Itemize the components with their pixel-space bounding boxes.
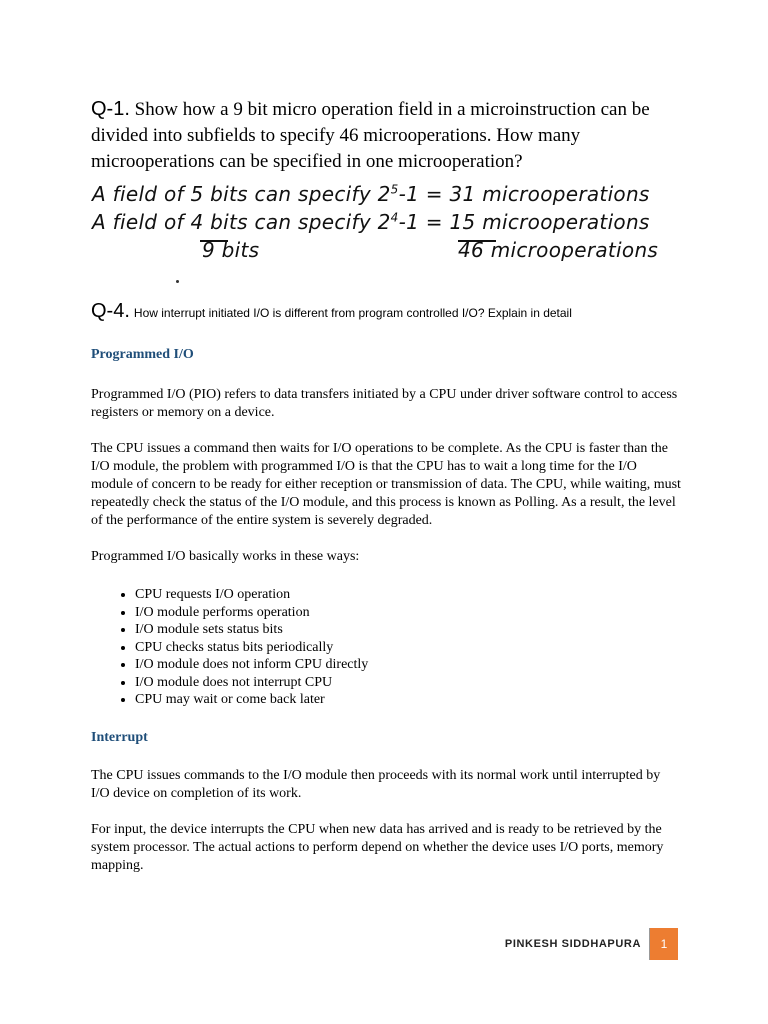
stray-mark: [176, 280, 179, 283]
pio-para-2: The CPU issues a command then waits for I/O operations to be complete. As the CPU is faster than the I/O module, the problem with programmed I/O is that the CPU has to wait a long time for the I/O module of concern to be ready for either reception or transmission of data. The CPU, while waiting, must repeatedly check the status of the I/O module, and this process is known as Polling. As a result, the level of the performance of the entire system is severely degraded.: [91, 441, 681, 528]
question-1-text: Show how a 9 bit micro operation field in a microinstruction can be divided into subfields to specify 46 microoperations. How many microoperations can be specified in one microoperation?: [91, 99, 650, 172]
pio-bullet-list: [91, 586, 681, 709]
list-item: • CPU checks status bits periodically: [135, 639, 681, 657]
handwritten-line-1: [92, 182, 650, 206]
pio-para-1: Programmed I/O (PIO) refers to data transfers initiated by a CPU under driver software control to access registers or memory on a device.: [91, 387, 678, 420]
interrupt-para-2: For input, the device interrupts the CPU when new data has arrived and is ready to be retrieved by the system processor. The actual actions to perform depend on whether the device uses I/O ports, memory mapping.: [91, 821, 664, 873]
total-ops: 46 microoperations: [458, 238, 659, 262]
question-4-label: Q-4.: [91, 300, 130, 322]
list-item: • I/O module does not interrupt CPU: [135, 674, 681, 692]
question-1: [91, 96, 691, 175]
heading-programmed-io: Programmed I/O: [91, 347, 194, 362]
line-2-suffix: -1 = 15 microoperations: [398, 210, 650, 234]
footer-author: PINKESH SIDDHAPURA: [505, 928, 650, 960]
question-4-text: How interrupt initiated I/O is different from program controlled I/O? Explain in detail: [133, 306, 572, 320]
interrupt-para-1: The CPU issues commands to the I/O module then proceeds with its normal work until interrupted by I/O device on completion of its work.: [91, 767, 661, 801]
page-footer: [505, 928, 678, 960]
total-bits: 9 bits: [202, 238, 260, 262]
line-1-suffix: -1 = 31 microoperations: [398, 182, 650, 206]
question-1-label: Q-1.: [91, 98, 130, 120]
list-item: • I/O module does not inform CPU directly: [135, 656, 681, 674]
list-item: • CPU requests I/O operation: [135, 586, 681, 604]
line-2-exponent: 4: [390, 210, 399, 225]
list-item: • I/O module sets status bits: [135, 621, 681, 639]
list-item: • I/O module performs operation: [135, 604, 681, 622]
page-number-badge: 1: [650, 928, 678, 960]
list-item: • CPU may wait or come back later: [135, 691, 681, 709]
answer-body: [91, 346, 681, 875]
pio-para-3: Programmed I/O basically works in these ways:: [91, 549, 360, 564]
line-1-prefix: A field of 5 bits can specify 2: [92, 182, 391, 206]
line-1-exponent: 5: [390, 182, 399, 197]
handwritten-line-2: [92, 210, 650, 234]
line-2-prefix: A field of 4 bits can specify 2: [92, 210, 391, 234]
heading-interrupt: Interrupt: [91, 729, 148, 745]
handwritten-answer: [90, 180, 659, 286]
question-4: [91, 300, 711, 323]
